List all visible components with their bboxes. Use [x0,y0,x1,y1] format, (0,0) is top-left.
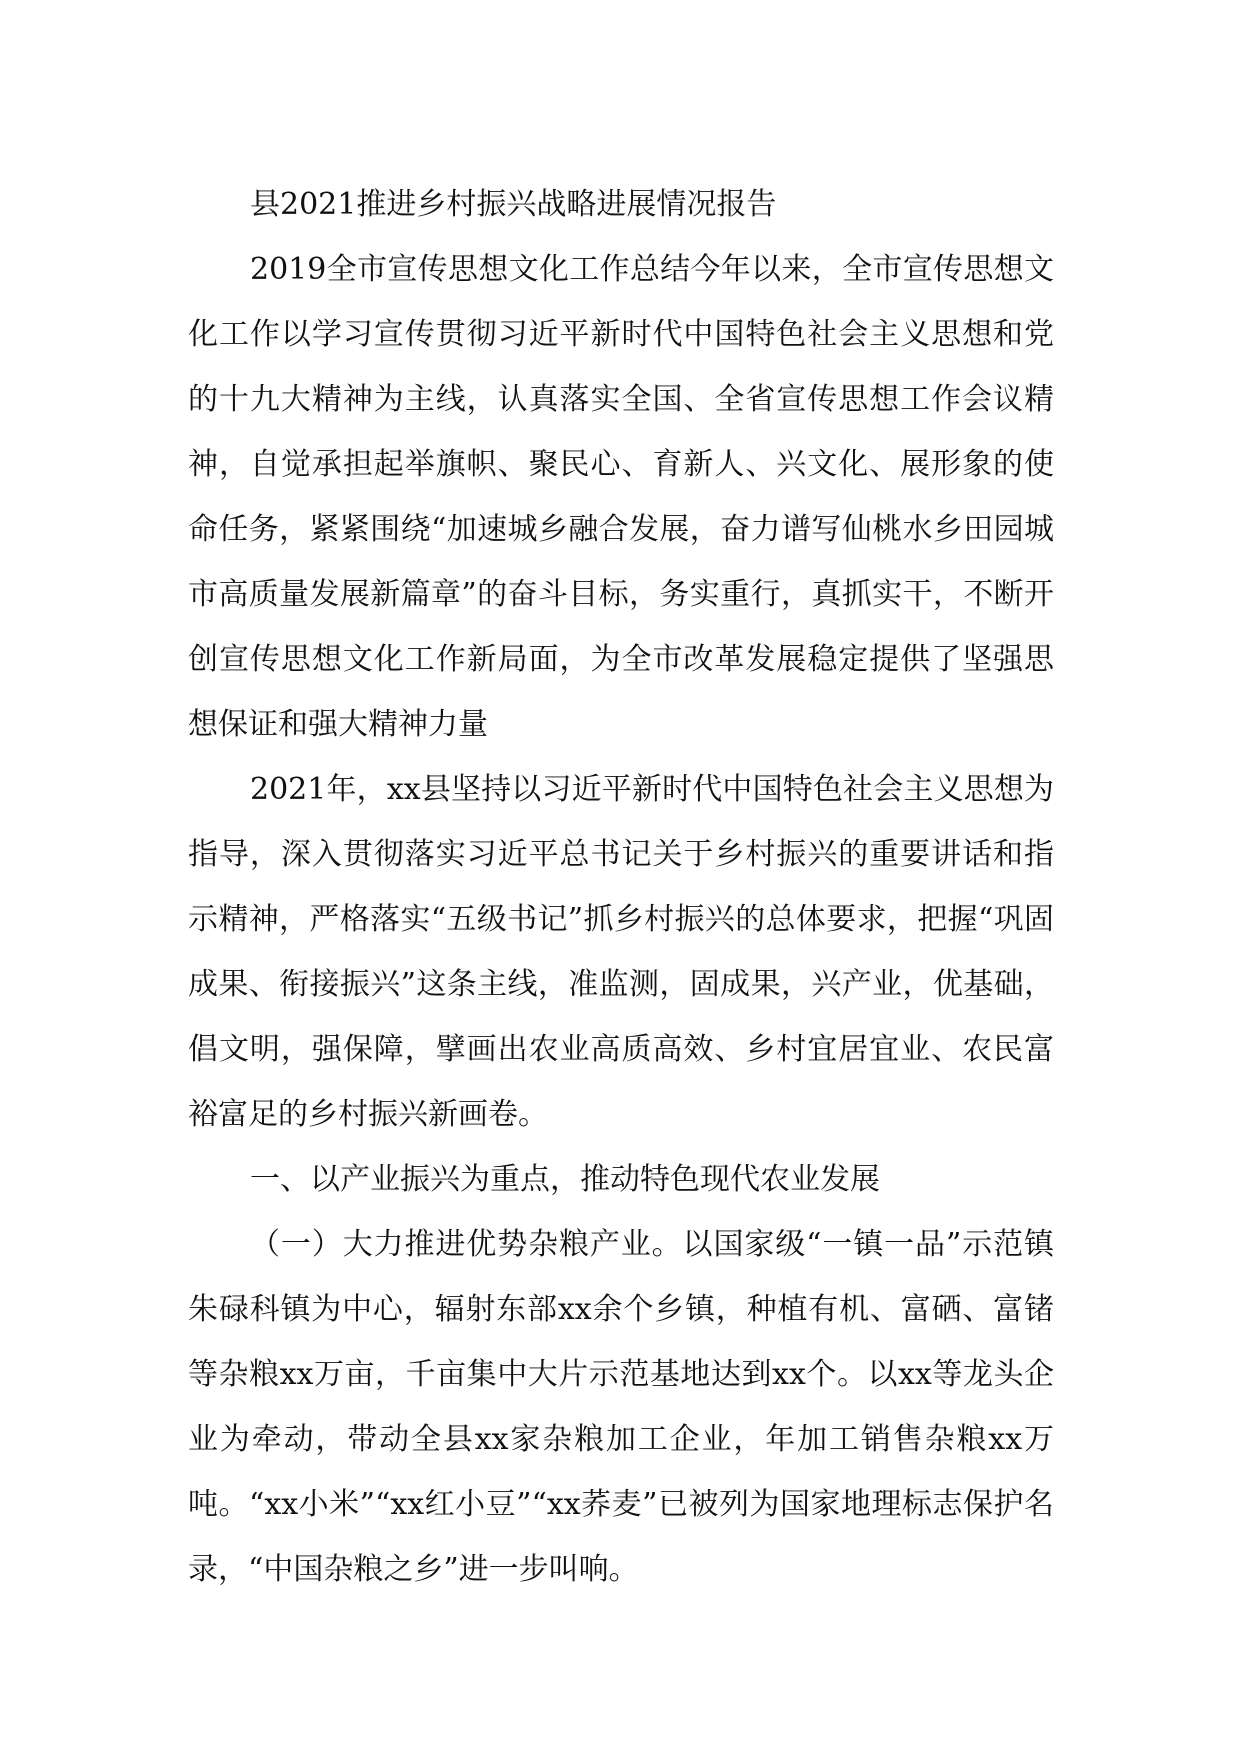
paragraph-summary-intro: 2019全市宣传思想文化工作总结今年以来，全市宣传思想文化工作以学习宣传贯彻习近平新时代中国特色社会主义思想和党的十九大精神为主线，认真落实全国、全省宣传思想工作会议精神，自觉承担起举旗帜、聚民心、育新人、兴文化、展形象的使命任务，紧紧围绕“加速城乡融合发展，奋力谱写仙桃水乡田园城市高质量发展新篇章”的奋斗目标，务实重行，真抓实干，不断开创宣传思想文化工作新局面，为全市改革发展稳定提供了坚强思想保证和强大精神力量 [188,252,1054,742]
paragraph-grain-industry: （一）大力推进优势杂粮产业。以国家级“一镇一品”示范镇朱碌科镇为中心，辐射东部xx余个乡镇，种植有机、富硒、富锗等杂粮xx万亩，千亩集中大片示范基地达到xx个。以xx等龙头企业为牵动，带动全县xx家杂粮加工企业，年加工销售杂粮xx万吨。“xx小米”“xx红小豆”“xx荞麦”已被列为国家地理标志保护名录，“中国杂粮之乡”进一步叫响。 [188,1227,1054,1587]
paragraph-county-overview: 2021年，xx县坚持以习近平新时代中国特色社会主义思想为指导，深入贯彻落实习近平总书记关于乡村振兴的重要讲话和指示精神，严格落实“五级书记”抓乡村振兴的总体要求，把握“巩固成果、衔接振兴”这条主线，准监测，固成果，兴产业，优基础，倡文明，强保障，擘画出农业高质高效、乡村宜居宜业、农民富裕富足的乡村振兴新画卷。 [188,772,1054,1132]
document-title: 县2021推进乡村振兴战略进展情况报告 [250,187,777,222]
document-body [188,172,1054,1602]
section-heading-industry: 一、以产业振兴为重点，推动特色现代农业发展 [250,1162,880,1197]
